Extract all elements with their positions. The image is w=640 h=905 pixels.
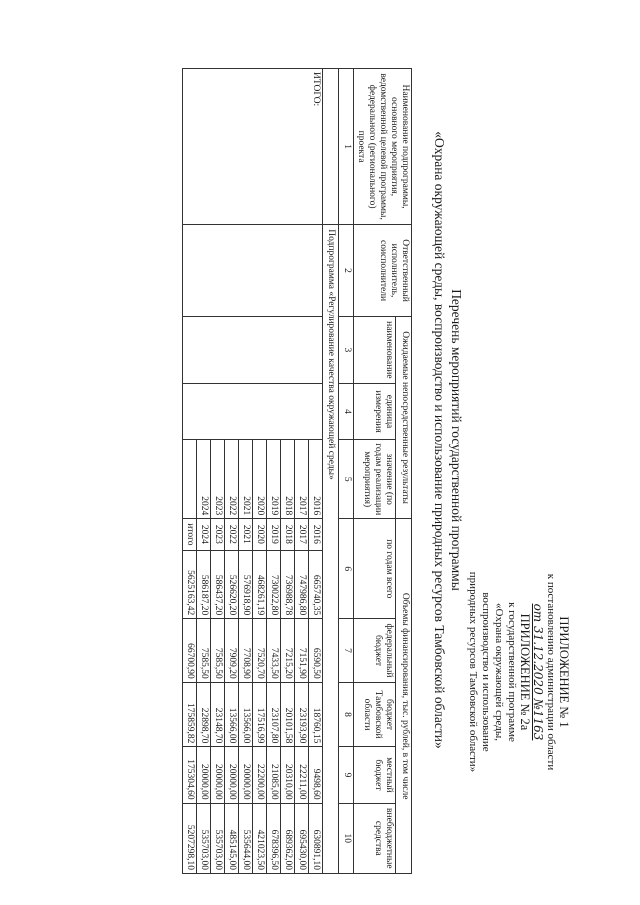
regional-cell: 22898,70 [197,682,211,747]
offbudget-cell: 535703,00 [197,803,211,873]
result-value-cell: 2019 [267,440,281,519]
total-cell: 736988,78 [281,550,295,619]
subprogram-title: Подпрограмма «Регулирование качества окружающей среды» [323,225,339,874]
appendix-line: природных ресурсов Тамбовской области» [467,571,479,773]
result-value-cell: 2021 [239,440,253,519]
result-value-cell: 2018 [281,440,295,519]
activities-table [182,68,412,874]
funding-row [309,69,323,874]
regional-cell: 23148,70 [211,682,225,747]
header-result-name: наименование [354,316,396,383]
federal-cell: 66700,90 [183,619,197,683]
header-result-value: значение (по годам реализации мероприятия) [354,440,396,519]
local-cell: 20000,00 [225,747,239,803]
year-cell: 2021 [239,519,253,550]
header-funding-years: по годам всего [354,519,396,619]
column-index: 4 [339,383,354,439]
federal-cell: 7215,20 [281,619,295,683]
regional-cell: 13566,00 [225,682,239,747]
regional-cell: 18760,15 [309,682,323,747]
offbudget-cell: 689362,00 [281,803,295,873]
federal-cell: 7151,90 [295,619,309,683]
federal-cell: 7909,20 [225,619,239,683]
subprogram-row [323,69,339,874]
federal-cell: 7708,90 [239,619,253,683]
header-program-name: Наименование подпрограммы, основного мероприятия, ведомственной целевой программы, федерального (регионального) проекта [354,69,412,225]
federal-cell: 7585,50 [197,619,211,683]
handwritten-date-number: от 31.12.2020 №1163 [531,603,545,741]
appendix-decree: к постановлению администрации области [545,573,557,771]
appendix-line: к государственной программе [506,602,518,742]
total-cell: 730022,80 [267,550,281,619]
local-cell: 175304,60 [183,747,197,803]
total-label: ИТОГО: [183,69,323,225]
column-index: 1 [339,69,354,225]
executor-cell [183,225,323,317]
regional-cell: 17516,99 [253,682,267,747]
appendix-title: ПРИЛОЖЕНИЕ № 1 [557,616,571,728]
year-cell: 2017 [295,519,309,550]
result-value-cell: 2023 [211,440,225,519]
offbudget-cell: 678396,50 [267,803,281,873]
header-offbudget: внебюджетные средства [354,803,396,873]
regional-cell: 23107,80 [267,682,281,747]
header-funding-group: Объемы финансирования, тыс. рублей, в том числе [395,519,411,874]
result-value-cell: 2016 [309,440,323,519]
header-results-group: Ожидаемые непосредственные результаты [395,316,411,518]
regional-cell: 175859,82 [183,682,197,747]
year-cell: 2023 [211,519,225,550]
local-cell: 22211,00 [295,747,309,803]
header-federal: федеральный бюджет [354,619,396,683]
federal-cell: 7520,70 [253,619,267,683]
offbudget-cell: 695430,00 [295,803,309,873]
offbudget-cell: 485145,00 [225,803,239,873]
title-line-1: Перечень мероприятий государственной программы [449,289,464,591]
offbudget-cell: 5207298,10 [183,803,197,873]
document-title [431,130,465,750]
total-cell: 747986,80 [295,550,309,619]
result-value-cell [183,440,197,519]
year-cell: 2020 [253,519,267,550]
regional-cell: 23193,90 [295,682,309,747]
year-cell: 2019 [267,519,281,550]
total-cell: 5625163,42 [183,550,197,619]
result-value-cell: 2022 [225,440,239,519]
appendix-header [466,557,570,787]
local-cell: 22200,00 [253,747,267,803]
offbudget-cell: 421023,50 [253,803,267,873]
total-cell: 526620,20 [225,550,239,619]
regional-cell: 20101,58 [281,682,295,747]
total-cell: 576918,90 [239,550,253,619]
local-cell: 20310,00 [281,747,295,803]
result-value-cell: 2017 [295,440,309,519]
appendix-line: воспроизводство и использование [480,592,492,752]
federal-cell: 7433,50 [267,619,281,683]
local-cell: 20000,00 [239,747,253,803]
result-unit-cell [183,383,323,439]
year-cell: 2018 [281,519,295,550]
local-cell: 21085,00 [267,747,281,803]
column-index: 10 [339,803,354,873]
offbudget-cell: 535644,00 [239,803,253,873]
offbudget-cell: 535703,00 [211,803,225,873]
year-cell: 2024 [197,519,211,550]
subprogram-empty [323,69,339,225]
result-name-cell [183,316,323,383]
total-cell: 586437,20 [211,550,225,619]
federal-cell: 6590,50 [309,619,323,683]
local-cell: 20000,00 [211,747,225,803]
local-cell: 9498,60 [309,747,323,803]
header-executor: Ответственный исполнитель, соисполнители [354,225,412,317]
result-value-cell: 2020 [253,440,267,519]
year-cell: итого [183,519,197,550]
column-index: 9 [339,747,354,803]
column-index-row [339,69,354,874]
year-cell: 2016 [309,519,323,550]
total-cell: 468261,19 [253,550,267,619]
column-index: 2 [339,225,354,317]
header-regional: бюджет Тамбовской области [354,682,396,747]
title-line-2: «Охрана окружающей среды, воспроизводство и использование природных ресурсов Тамбовской области» [432,131,447,749]
total-cell: 586187,20 [197,550,211,619]
local-cell: 20000,00 [197,747,211,803]
column-index: 3 [339,316,354,383]
appendix-subtitle: ПРИЛОЖЕНИЕ № 2а [518,613,532,731]
result-value-cell: 2024 [197,440,211,519]
column-index: 7 [339,619,354,683]
header-local: местный бюджет [354,747,396,803]
total-cell: 665740,35 [309,550,323,619]
column-index: 6 [339,519,354,619]
appendix-line: «Охрана окружающей среды, [493,603,505,741]
year-cell: 2022 [225,519,239,550]
header-result-unit: единица измерения [354,383,396,439]
column-index: 8 [339,682,354,747]
column-index: 5 [339,440,354,519]
offbudget-cell: 630891,10 [309,803,323,873]
federal-cell: 7585,50 [211,619,225,683]
regional-cell: 13566,00 [239,682,253,747]
